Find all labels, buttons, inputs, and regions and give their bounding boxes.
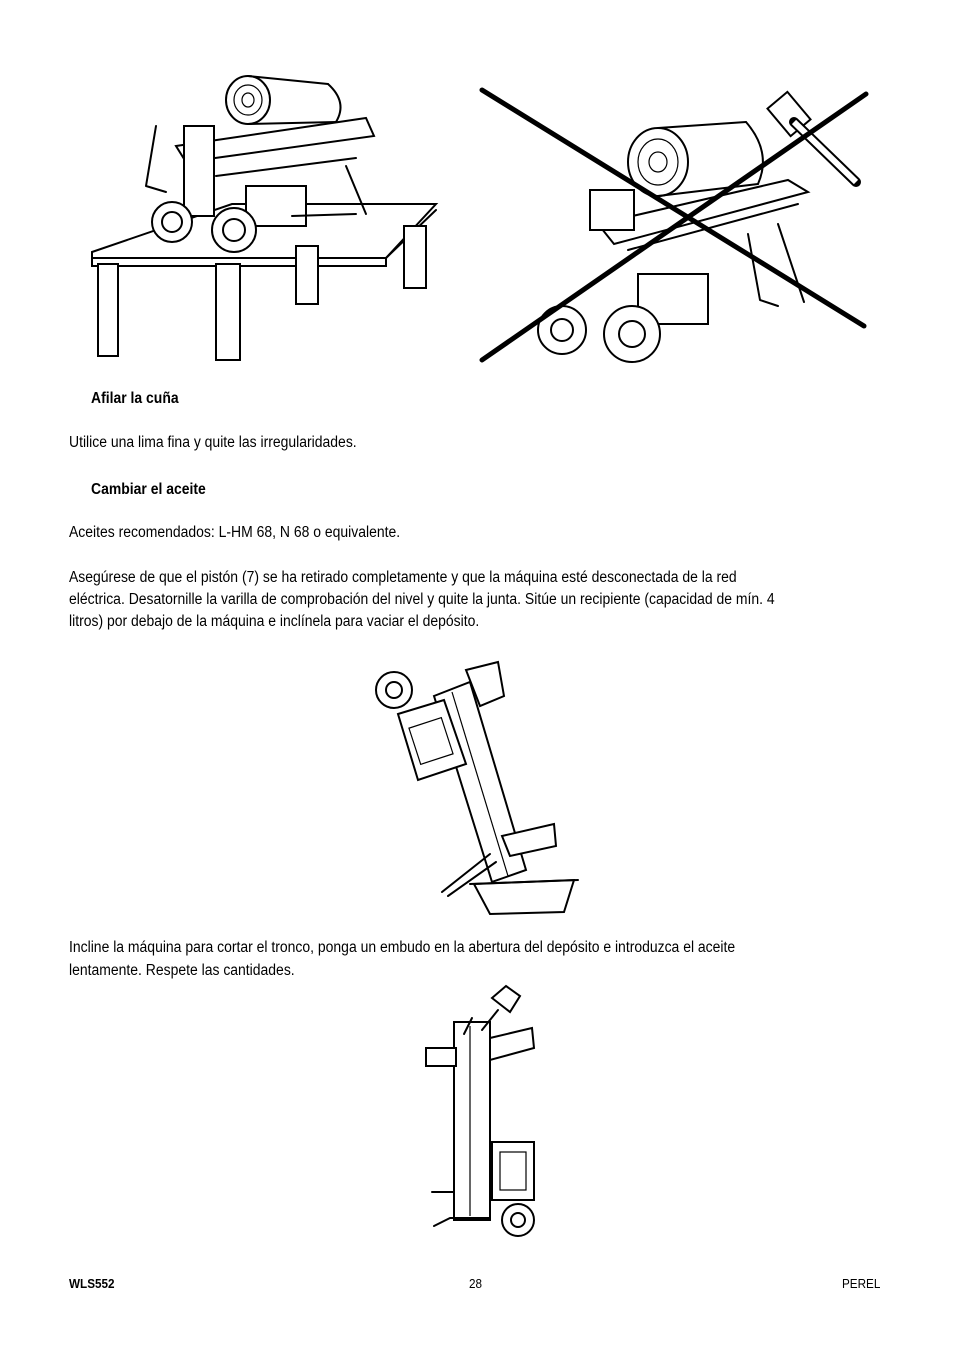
footer-model: WLS552 [69,1276,115,1291]
footer-brand: PEREL [842,1276,881,1291]
figure-splitter-hammer-crossed [478,74,870,364]
wedge-heading: Afilar la cuña [91,390,179,407]
figure-splitter-on-table [66,66,446,366]
wedge-text: Utilice una lima fina y quite las irregularidades. [69,434,357,451]
oil-fill-line-2: lentamente. Respete las cantidades. [69,962,295,979]
oil-drain-line-2: eléctrica. Desatornille la varilla de comprobación del nivel y quite la junta. Sitúe un recipiente (capacidad de mín. 4 [69,591,775,608]
oil-heading: Cambiar el aceite [91,481,206,498]
oil-drain-line-1: Asegúrese de que el pistón (7) se ha retirado completamente y que la máquina esté desconectada de la red [69,569,737,586]
figure-filling-oil [420,982,544,1244]
oil-recommended: Aceites recomendados: L-HM 68, N 68 o equivalente. [69,524,401,541]
figure-draining-oil [370,656,584,918]
footer-page-number: 28 [469,1276,483,1291]
oil-drain-line-3: litros) por debajo de la máquina e inclínela para vaciar el depósito. [69,613,480,630]
oil-fill-line-1: Incline la máquina para cortar el tronco, ponga un embudo en la abertura del depósito e introduzca el aceite [69,939,736,956]
